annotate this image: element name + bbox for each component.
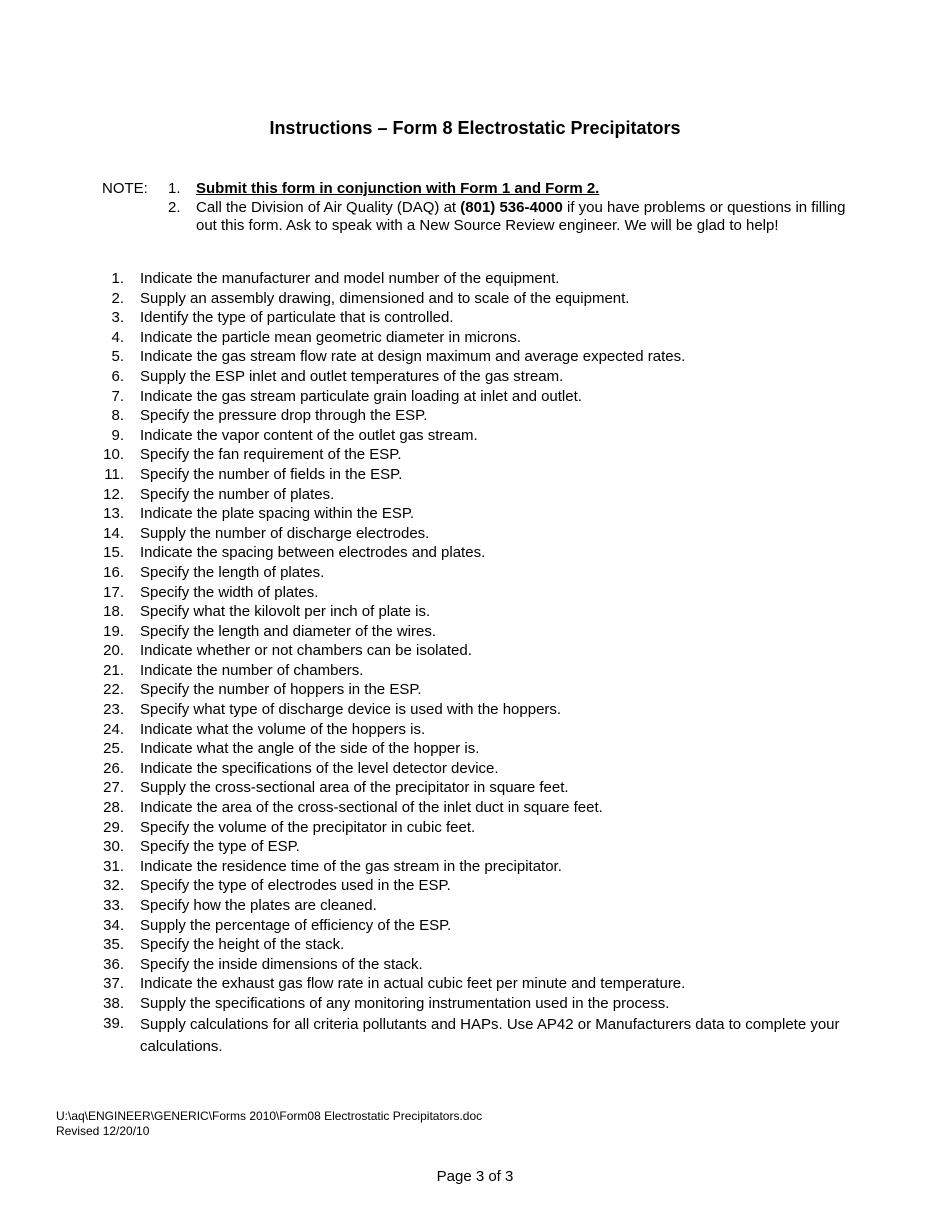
list-item-number: 33. xyxy=(103,897,124,914)
list-item-text: Specify the length and diameter of the wires. xyxy=(140,622,437,640)
list-item-number: 38. xyxy=(103,994,124,1012)
list-item-text: Specify the number of plates. xyxy=(140,485,335,503)
list-item-text: Indicate the particle mean geometric diameter in microns. xyxy=(140,328,522,346)
list-item-number: 7. xyxy=(111,387,124,405)
list-item-text: Specify the pressure drop through the ESP. xyxy=(140,407,428,425)
list-item-text: Specify the width of plates. xyxy=(140,583,319,601)
list-item-text: Specify the volume of the precipitator in cubic feet. xyxy=(140,818,476,836)
list-item-text: Indicate the area of the cross-sectional of the inlet duct in square feet. xyxy=(140,799,603,817)
list-item-number: 24. xyxy=(103,720,124,738)
note-item-number: 2. xyxy=(168,199,181,216)
list-item-number: 21. xyxy=(103,661,124,679)
list-item-text: Indicate the specifications of the level detector device. xyxy=(140,759,499,777)
list-item-text: Indicate what the volume of the hoppers is. xyxy=(140,720,426,738)
list-item-text: Indicate the plate spacing within the ESP. xyxy=(140,505,415,523)
list-item-number: 37. xyxy=(103,975,124,993)
footer-file-path: U:\aq\ENGINEER\GENERIC\Forms 2010\Form08 Electrostatic Precipitators.doc xyxy=(56,1109,483,1123)
list-item-number: 5. xyxy=(111,348,124,366)
list-item-text: Specify how the plates are cleaned. xyxy=(140,897,377,914)
list-item-text: Indicate whether or not chambers can be isolated. xyxy=(140,642,472,660)
list-item-number: 10. xyxy=(103,446,124,464)
list-item-text: Specify the inside dimensions of the stack. xyxy=(140,955,423,973)
note-item-contact-instruction xyxy=(196,199,866,235)
list-item-number: 8. xyxy=(111,407,124,425)
note-item-number: 1. xyxy=(168,180,181,197)
list-item-number: 34. xyxy=(103,916,124,934)
list-item-text: Indicate the gas stream particulate grain loading at inlet and outlet. xyxy=(140,387,582,405)
list-item-number: 28. xyxy=(103,799,124,817)
list-item-number: 15. xyxy=(103,544,124,562)
contact-text-pre: Call the Division of Air Quality (DAQ) at xyxy=(196,199,461,216)
list-item-number: 1. xyxy=(111,270,124,287)
list-item-text: Supply the percentage of efficiency of the ESP. xyxy=(140,916,452,934)
list-item-number: 16. xyxy=(103,563,124,581)
list-item-number: 18. xyxy=(103,603,124,621)
list-item-number: 3. xyxy=(111,309,124,327)
list-item-text: Supply an assembly drawing, dimensioned and to scale of the equipment. xyxy=(140,289,630,307)
contact-phone: (801) 536-4000 xyxy=(460,199,563,216)
list-item-number: 20. xyxy=(103,642,124,660)
list-item-text: Specify the number of fields in the ESP. xyxy=(140,465,403,483)
list-item-number: 12. xyxy=(103,485,124,503)
list-item-number: 14. xyxy=(103,524,124,542)
list-item-text: Indicate the spacing between electrodes and plates. xyxy=(140,544,486,562)
list-item-text: Supply calculations for all criteria pollutants and HAPs. Use AP42 or Manufacturers data to complete your calculations. xyxy=(140,1015,840,1055)
note-label: NOTE: xyxy=(102,180,148,197)
page-title: Instructions – Form 8 Electrostatic Precipitators xyxy=(269,118,681,138)
list-item-number: 29. xyxy=(103,818,124,836)
footer-revised-date: Revised 12/20/10 xyxy=(56,1124,150,1138)
list-item-number: 26. xyxy=(103,759,124,777)
list-item-text: Supply the number of discharge electrodes. xyxy=(140,524,430,542)
list-item-text: Indicate the gas stream flow rate at design maximum and average expected rates. xyxy=(140,348,686,366)
list-item-number: 17. xyxy=(103,583,124,601)
list-item-text: Specify what the kilovolt per inch of plate is. xyxy=(140,603,431,621)
list-item-text: Specify what type of discharge device is used with the hoppers. xyxy=(140,701,562,719)
list-item-text: Supply the ESP inlet and outlet temperatures of the gas stream. xyxy=(140,367,564,385)
list-item-number: 36. xyxy=(103,955,124,973)
list-item-text: Indicate the residence time of the gas stream in the precipitator. xyxy=(140,857,562,875)
list-item-text: Indicate what the angle of the side of the hopper is. xyxy=(140,740,480,758)
list-item-text: Indicate the exhaust gas flow rate in actual cubic feet per minute and temperature. xyxy=(140,975,686,993)
list-item-number: 22. xyxy=(103,681,124,699)
list-item-text: Specify the fan requirement of the ESP. xyxy=(140,446,402,464)
list-item-text: Specify the type of ESP. xyxy=(140,838,300,856)
list-item-number: 6. xyxy=(111,367,124,385)
list-item-number: 2. xyxy=(111,289,124,307)
list-item-number: 11. xyxy=(104,465,124,483)
list-item-text: Specify the height of the stack. xyxy=(140,936,345,954)
list-item-number: 9. xyxy=(111,426,124,444)
list-item-text: Specify the length of plates. xyxy=(140,563,325,581)
list-item-number: 27. xyxy=(103,779,124,797)
list-item-number: 4. xyxy=(111,328,124,346)
note-item-submit-instruction: Submit this form in conjunction with Form 1 and Form 2. xyxy=(196,180,600,197)
list-item-text: Indicate the number of chambers. xyxy=(140,661,364,679)
list-item-text: Indicate the vapor content of the outlet gas stream. xyxy=(140,426,478,444)
list-item-number: 30. xyxy=(103,838,124,856)
list-item-number: 32. xyxy=(103,877,124,895)
list-item-text: Specify the type of electrodes used in the ESP. xyxy=(140,877,451,895)
list-item-text: Specify the number of hoppers in the ESP. xyxy=(140,681,422,699)
page-number: Page 3 of 3 xyxy=(436,1168,514,1185)
list-item-number: 25. xyxy=(103,740,124,758)
list-item-text: Indicate the manufacturer and model number of the equipment. xyxy=(140,270,560,287)
list-item-number: 13. xyxy=(103,505,124,523)
list-item-text: Identify the type of particulate that is controlled. xyxy=(140,309,454,327)
contact-text-post: if you have problems or questions in filling out this form. Ask to speak with a New Source Review engineer. We will be glad to help! xyxy=(196,199,846,234)
list-item-number: 23. xyxy=(103,701,124,719)
list-item-number: 35. xyxy=(103,936,124,954)
list-item-text: Supply the specifications of any monitoring instrumentation used in the process. xyxy=(140,994,670,1012)
list-item-number: 39. xyxy=(103,1014,124,1032)
list-item-number: 31. xyxy=(103,857,124,875)
list-item-text: Supply the cross-sectional area of the precipitator in square feet. xyxy=(140,779,569,797)
list-item-number: 19. xyxy=(103,622,124,640)
